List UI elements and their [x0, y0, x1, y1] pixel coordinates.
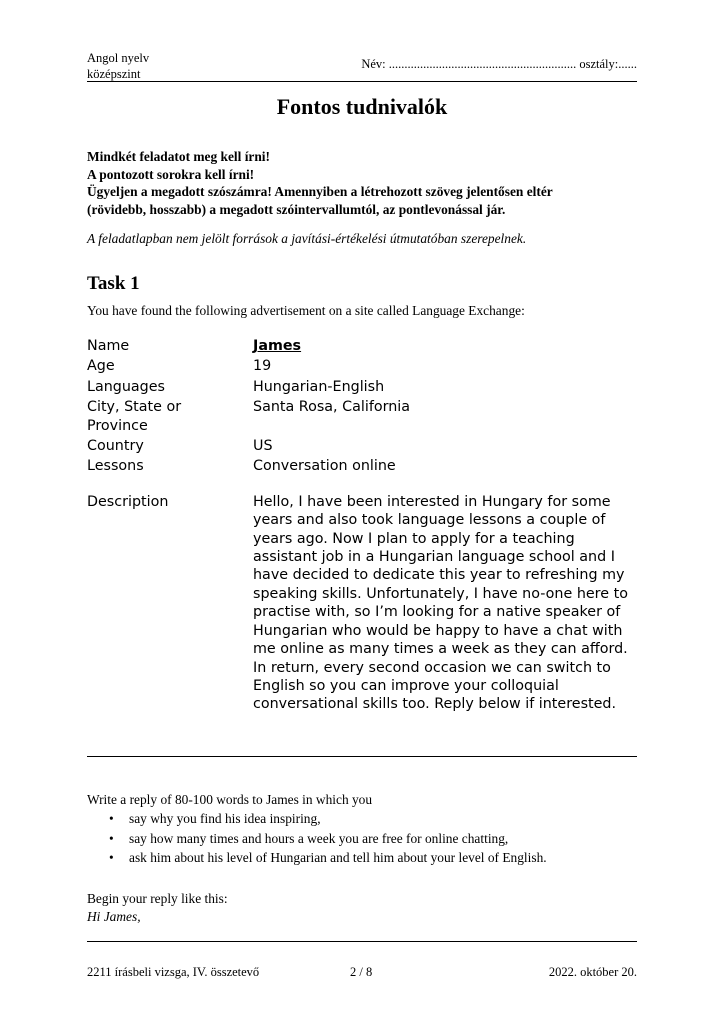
instructions-lead: Write a reply of 80-100 words to James in which you [87, 792, 373, 807]
ad-row-languages [87, 378, 647, 396]
ad-value: Santa Rosa, California [253, 399, 411, 416]
ad-row-city [87, 398, 647, 435]
begin-reply [87, 890, 228, 926]
bullet-icon: • [109, 811, 114, 827]
bullet-text: say how many times and hours a week you are free for online chatting, [129, 830, 509, 846]
name-class-field: Név: ............................................................ osztály:...... [361, 57, 637, 71]
ad-label: Name [87, 338, 130, 354]
notice-line: Mindkét feladatot meg kell írni! [87, 149, 270, 164]
notice-line: (rövidebb, hosszabb) a megadott szóintervallumtól, az pontlevonással jár. [87, 201, 506, 217]
task-intro: You have found the following advertisement on a site called Language Exchange: [87, 303, 525, 318]
bullet-icon: • [109, 830, 114, 846]
ad-label: Country [87, 438, 144, 455]
ad-row-description [87, 493, 647, 714]
ad-row-age [87, 357, 647, 375]
ad-label: Languages [87, 378, 166, 395]
ad-value: Conversation online [253, 458, 396, 475]
ad-row-name [87, 337, 647, 355]
header-subject [87, 50, 149, 82]
ad-description-text: Hello, I have been interested in Hungary for some years and also took language lessons a couple of years ago. Now I plan to apply for a teaching assistant job in a Hungarian language school and I have decided to dedicate this year to refreshing my speaking skills. Unfortunately, I have no-one here to practise with, so I’m looking for a native speaker of Hungarian who would be happy to have a chat with me online as many times a week as they can afford. In return, every second occasion we can switch to English so you can improve your colloquial conversational skills too. Reply below if interested. [253, 493, 628, 713]
ad-value: 19 [253, 358, 272, 375]
sources-note: A feladatlapban nem jelölt források a javítási-értékelési útmutatóban szerepelnek. [87, 231, 527, 246]
subject-name: Angol nyelv [87, 51, 150, 65]
footer-rule [87, 941, 637, 942]
advertisement [87, 337, 647, 716]
list-item [87, 829, 639, 848]
notice-line: Ügyeljen a megadott szószámra! Amennyiben a létrehozott szöveg jelentősen eltér [87, 184, 553, 200]
instructions-list [87, 809, 639, 867]
exam-code: 2211 írásbeli vizsga, IV. összetevő [87, 965, 260, 979]
ad-row-country [87, 437, 647, 455]
ad-label: Lessons [87, 458, 144, 475]
header-rule [87, 81, 637, 82]
page-number: 2 / 8 [350, 965, 373, 979]
list-item [87, 848, 639, 867]
reply-line [87, 756, 637, 757]
notice-line: A pontozott sorokra kell írni! [87, 166, 255, 182]
ad-label: Age [87, 358, 115, 375]
bullet-text: ask him about his level of Hungarian and tell him about your level of English. [129, 850, 547, 866]
page-title: Fontos tudnivalók [276, 94, 448, 119]
bullet-text: say why you find his idea inspiring, [129, 811, 321, 827]
begin-lead: Begin your reply like this: [87, 891, 228, 906]
list-item [87, 809, 639, 828]
ad-name-value: James [253, 338, 302, 354]
exam-date: 2022. október 20. [548, 965, 637, 979]
bullet-icon: • [109, 850, 114, 866]
ad-label: City, State or Province [87, 399, 182, 434]
ad-value: US [253, 438, 273, 455]
ad-row-lessons [87, 457, 647, 475]
reply-greeting: Hi James, [87, 909, 141, 924]
task-heading: Task 1 [87, 273, 140, 294]
subject-level: középszint [87, 67, 141, 81]
ad-value: Hungarian-English [253, 378, 385, 395]
ad-label: Description [87, 493, 169, 510]
important-notices [87, 148, 639, 218]
task-instructions [87, 790, 639, 868]
